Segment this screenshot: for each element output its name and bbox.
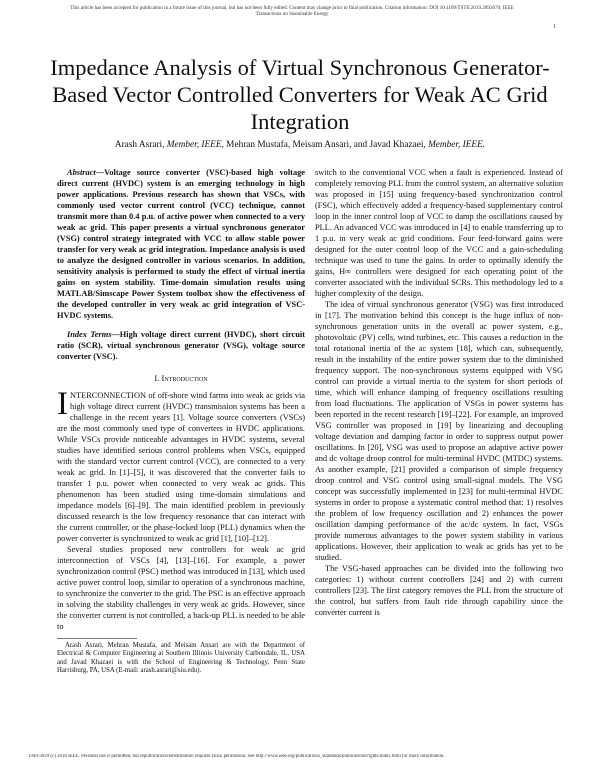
author-line: [40, 140, 560, 150]
right-column: [315, 167, 563, 618]
footnote-rule: [57, 638, 137, 639]
index-terms-label: Index Terms: [67, 330, 112, 339]
author-1-role: Member, IEEE,: [166, 140, 224, 150]
abstract-text: —Voltage source converter (VSC)-based high voltage direct current (HVDC) system is an emerging technology in high power applications. Previous research has shown that VSCs, with commonly used vector current control (VCC) technique, cannot transmit more than 0.4 p.u. of active power when connected to a very weak ac grid. This paper presents a virtual synchronous generator (VSG) control strategy integrated with VCC to allow stable power transfer for very weak ac grid integration. Impedance analysis is used to analyze the designed controller in various scenarios. In addition, sensitivity analysis is performed to study the effect of virtual inertia gains on system stability. Time-domain simulation results using MATLAB/Simscape Power System toolbox show the effectiveness of the developed controller in very weak ac grid integration of VSC-HVDC systems.: [57, 168, 305, 320]
intro-paragraph-1-text: NTERCONNECTION of off-shore wind farms into weak ac grids via high voltage direct current (HVDC) transmission systems has been a challenge in the recent years [1]. Voltage source converters (VSCs) are the most commonly used type of converters in HVDC applications. While VSCs provide noticeable advantages in HVDC systems, several studies have identified serious control problems when VSCs, equipped with the standard vector current control (VCC), are connected to a very weak ac grid. In [1]–[5], it was discovered that the converter fails to transfer 1 p.u. power when connected to very weak ac grids. This phenomenon has been studied using time-domain simulations and impedance models [6]–[9]. The main identified problem in previously discussed research is the low frequency resonance that can interact with the current controller, or the phase-locked loop (PLL) dynamics when the power converter is synchronized to weak ac grid [1], [10]–[12].: [57, 391, 305, 543]
header-line-1: This article has been accepted for publication in a future issue of this journal, but has not been fully edited. Content may change prior to final publication. Citation information: DOI 10.1109/TSTE.2019.2892670, IEEE: [70, 5, 514, 11]
header-line-2: Transactions on Sustainable Energy: [255, 11, 329, 18]
abstract: [57, 167, 305, 321]
intro-paragraph-2: Several studies proposed new controllers for weak ac grid interconnection of VSCs [4], [13]–[16]. For example, a power synchronization control (PSC) method was introduced in [13], which used active power control loop, similar to operation of a synchronous machine, to synchronize the converter to the grid. The PSC is an effective approach in solving the stability challenges in very weak ac grids. However, since the converter current is not controlled, a back-up PLL is needed to be able to: [57, 545, 305, 631]
left-column: [57, 167, 305, 675]
right-paragraph-2: The idea of virtual synchronous generator (VSG) was first introduced in [17]. The motivation behind this concept is the huge influx of non-synchronous generation units in the overall ac power system, e.g., photovoltaic (PV) cells, wind turbines, etc. This causes a reduction in the total rotational inertia of the ac system [18], which can, subsequently, result in the instability of the entire power system due to the diminished frequency support. The non-synchronous systems equipped with VSG control can provide a virtual inertia to the system for short periods of time, which will enhance damping of frequency oscillations resulting from load fluctuations. The application of VSGs in power systems has been reported in the recent research [19]–[22]. For example, an improved VSG controller was proposed in [19] by linearizing and decoupling voltage deviation and damping factor in order to suppress output power oscillations. In [20], VSG was used to propose an adaptive active power and dc voltage droop control for multi-terminal HVDC (MTDC) systems. As another example, [21] provided a comparison of simple frequency droop control and VSG control using small-signal models. The VSG concept was successfully implemented in [23] for multi-terminal HVDC systems in order to propose a systematic control method that: 1) resolves the problem of low frequency oscillation and 2) enhances the power oscillation damping performance of the ac/dc system. In fact, VSGs provide numerous advantages to the power system stability in various applications. However, their application to weak ac grids has yet to be studied.: [315, 300, 563, 562]
intro-paragraph-1: [57, 386, 305, 544]
right-paragraph-3: The VSG-based approaches can be divided into the following two categories: 1) without current controllers [24] and 2) with current controllers [23]. The first category removes the PLL from the structure of the control, but suffers from fault ride through capability since the converter current is: [315, 564, 563, 617]
paper-title: Impedance Analysis of Virtual Synchronous Generator-Based Vector Controlled Converters for Weak AC Grid Integration: [50, 55, 550, 134]
author-footnote: Arash Asrari, Mehran Mustafa, and Meisam Ansari are with the Department of Electrical & Computer Engineering at Southern Illinois University Carbondale, IL, USA and Javad Khazaei is with the School of Engineering & Technology, Penn State Harrisburg, PA, USA (E-mail: arash.asrari@siu.edu).: [57, 642, 305, 674]
index-terms: [57, 329, 305, 362]
journal-header: [28, 5, 556, 18]
copyright-footer: 1949-3029 (c) 2018 IEEE. Personal use is permitted, but republication/redistribution requires IEEE permission. See http://www.ieee.org/publications_standards/publications/rights/index.html for more information.: [28, 754, 445, 759]
section-heading-introduction: I. Introduction: [154, 373, 208, 383]
author-1: Arash Asrari,: [114, 140, 165, 150]
index-terms-text: —High voltage direct current (HVDC), short circuit ratio (SCR), virtual synchronous generator (VSG), voltage source converter (VSC).: [57, 330, 306, 361]
drop-cap: I: [57, 386, 68, 422]
page-number: 1: [553, 24, 556, 30]
last-author-role: Member, IEEE.: [428, 140, 486, 150]
right-paragraph-1: switch to the conventional VCC when a fault is experienced. Instead of completely removing PLL from the control system, an alternative solution was proposed in [15] using frequency-based synchronization control (FSC), which effectively added a frequency-based supplementary control loop in the inner control loop of VCC to damp the oscillations caused by PLL. An advanced VCC was introduced in [4] to enable transferring up to 1 p.u. in very weak ac grid conditions. Four feed-forward gains were designed for the outer control loop of the VCC and a gain-scheduling technique was used to tune the gains. In order to optimally identify the gains, H∞ controllers were designed for each operating point of the converter associated with the individual SCRs. This methodology led to a higher complexity of the design.: [315, 168, 563, 298]
abstract-label: Abstract: [67, 168, 96, 177]
other-authors: Mehran Mustafa, Meisam Ansari, and Javad Khazaei,: [226, 140, 426, 150]
